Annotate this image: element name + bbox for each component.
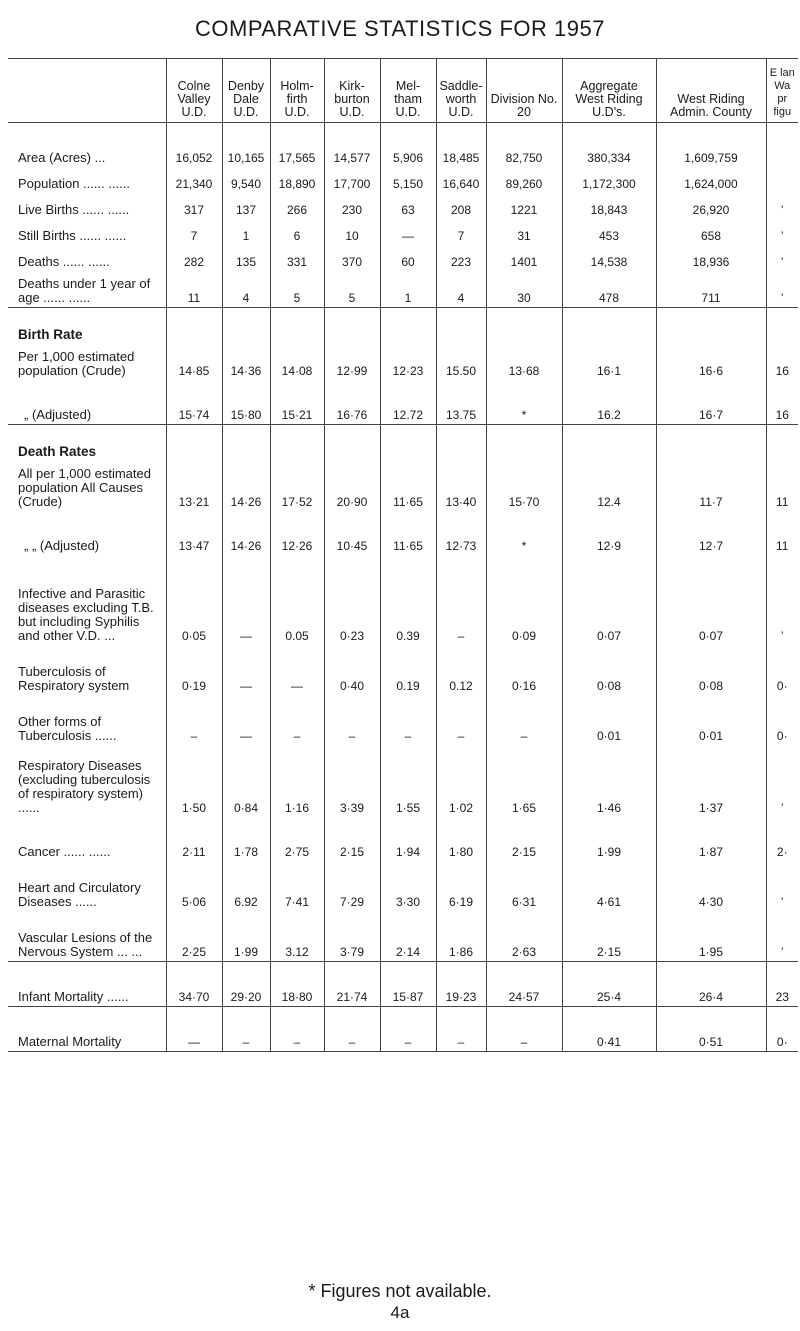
column-header: E lan Wa pr figu xyxy=(766,59,798,123)
table-cell xyxy=(222,425,270,462)
table-cell: — xyxy=(166,1007,222,1052)
table-cell xyxy=(656,425,766,462)
row-label: Deaths ...... ...... xyxy=(18,254,110,269)
column-header: Holm-firth U.D. xyxy=(270,59,324,123)
table-cell: 16.2 xyxy=(562,380,656,425)
table-cell: 0.39 xyxy=(380,555,436,645)
table-row xyxy=(8,861,798,911)
row-label: Other forms of Tuberculosis ...... xyxy=(18,714,117,743)
table-cell: ’ xyxy=(766,271,798,308)
table-cell: 16 xyxy=(766,344,798,380)
table-cell: 4·61 xyxy=(562,861,656,911)
table-cell: 29·20 xyxy=(222,962,270,1007)
table-cell: 11 xyxy=(766,511,798,555)
table-cell: ’ xyxy=(766,861,798,911)
table-cell xyxy=(766,308,798,345)
table-row xyxy=(8,962,798,1007)
table-cell: 12.4 xyxy=(562,461,656,511)
table-cell: 1 xyxy=(222,219,270,245)
table-cell xyxy=(380,425,436,462)
table-cell xyxy=(324,308,380,345)
table-cell: 14·26 xyxy=(222,511,270,555)
table-cell: 711 xyxy=(656,271,766,308)
table-cell: 0.19 xyxy=(380,645,436,695)
table-cell: 18,843 xyxy=(562,193,656,219)
table-cell: 0·51 xyxy=(656,1007,766,1052)
table-cell: 370 xyxy=(324,245,380,271)
table-cell: 380,334 xyxy=(562,123,656,168)
table-cell: 18·80 xyxy=(270,962,324,1007)
column-header: Aggregate West Riding U.D's. xyxy=(562,59,656,123)
table-cell: 34·70 xyxy=(166,962,222,1007)
table-row xyxy=(8,245,798,271)
table-cell: 14·08 xyxy=(270,344,324,380)
table-cell: 1·46 xyxy=(562,745,656,817)
table-cell: 266 xyxy=(270,193,324,219)
table-row xyxy=(8,344,798,380)
statistics-table xyxy=(8,58,798,1052)
table-cell: 18,485 xyxy=(436,123,486,168)
table-cell: 0·40 xyxy=(324,645,380,695)
table-cell: 282 xyxy=(166,245,222,271)
table-cell: 15·74 xyxy=(166,380,222,425)
table-cell: ’ xyxy=(766,193,798,219)
table-row xyxy=(8,193,798,219)
table-cell: 0·16 xyxy=(486,645,562,695)
table-cell: 24·57 xyxy=(486,962,562,1007)
table-cell: – xyxy=(486,695,562,745)
table-cell: 0·41 xyxy=(562,1007,656,1052)
table-row xyxy=(8,380,798,425)
table-cell xyxy=(656,308,766,345)
table-cell: 15·80 xyxy=(222,380,270,425)
table-cell: – xyxy=(270,695,324,745)
table-cell: 3·39 xyxy=(324,745,380,817)
table-cell: 5 xyxy=(324,271,380,308)
table-cell: 0·09 xyxy=(486,555,562,645)
column-header: Denby Dale U.D. xyxy=(222,59,270,123)
row-label: Vascular Lesions of the Nervous System ... ... xyxy=(8,911,166,962)
table-cell: – xyxy=(222,1007,270,1052)
table-cell: – xyxy=(324,695,380,745)
row-label: Live Births ...... ...... xyxy=(18,202,130,217)
table-cell: – xyxy=(270,1007,324,1052)
table-cell: – xyxy=(436,555,486,645)
table-cell: 7·29 xyxy=(324,861,380,911)
table-cell: 0·23 xyxy=(324,555,380,645)
table-cell: 1·02 xyxy=(436,745,486,817)
table-cell: 26·4 xyxy=(656,962,766,1007)
row-label: Population ...... ...... xyxy=(18,176,131,191)
row-label: Deaths under 1 year of age ...... ...... xyxy=(8,271,166,308)
table-cell: 1221 xyxy=(486,193,562,219)
page-number: 4a xyxy=(390,1303,410,1322)
table-cell: 25·4 xyxy=(562,962,656,1007)
table-cell: 0·05 xyxy=(166,555,222,645)
table-cell: 2·15 xyxy=(486,817,562,861)
table-cell: 21·74 xyxy=(324,962,380,1007)
table-cell: 0· xyxy=(766,1007,798,1052)
table-cell: 13·47 xyxy=(166,511,222,555)
table-cell: – xyxy=(380,695,436,745)
table-cell: – xyxy=(166,695,222,745)
table-cell xyxy=(324,425,380,462)
page-title: COMPARATIVE STATISTICS FOR 1957 xyxy=(195,16,605,41)
table-cell: 13·40 xyxy=(436,461,486,511)
column-header: Saddle-worth U.D. xyxy=(436,59,486,123)
table-cell: 223 xyxy=(436,245,486,271)
table-cell: 0·08 xyxy=(656,645,766,695)
row-label: Cancer ...... ...... xyxy=(18,844,111,859)
table-cell: 7 xyxy=(436,219,486,245)
table-cell: 1,624,000 xyxy=(656,167,766,193)
table-cell: 4 xyxy=(222,271,270,308)
table-cell: — xyxy=(222,645,270,695)
table-cell: 137 xyxy=(222,193,270,219)
table-cell: 658 xyxy=(656,219,766,245)
table-cell: 82,750 xyxy=(486,123,562,168)
column-header: Colne Valley U.D. xyxy=(166,59,222,123)
table-cell: 3·79 xyxy=(324,911,380,962)
table-cell: 16·1 xyxy=(562,344,656,380)
row-label: All per 1,000 estimated population All Causes (Crude) xyxy=(18,466,151,509)
table-cell: 15.50 xyxy=(436,344,486,380)
table-cell: 5,150 xyxy=(380,167,436,193)
table-cell: — xyxy=(222,555,270,645)
table-cell: 2·11 xyxy=(166,817,222,861)
table-cell xyxy=(486,425,562,462)
table-cell: – xyxy=(486,1007,562,1052)
table-cell: 13·68 xyxy=(486,344,562,380)
section-heading: Birth Rate xyxy=(18,327,83,342)
table-cell: 11 xyxy=(766,461,798,511)
table-cell: 1·95 xyxy=(656,911,766,962)
table-cell: ’ xyxy=(766,245,798,271)
table-row xyxy=(8,817,798,861)
table-row xyxy=(8,695,798,745)
table-cell: 5,906 xyxy=(380,123,436,168)
table-cell xyxy=(436,308,486,345)
table-cell: 1·86 xyxy=(436,911,486,962)
table-cell: 4·30 xyxy=(656,861,766,911)
table-cell: 13.75 xyxy=(436,380,486,425)
table-cell: 1·99 xyxy=(222,911,270,962)
table-cell: 3.12 xyxy=(270,911,324,962)
section-heading-row xyxy=(8,425,798,462)
table-cell: 2·75 xyxy=(270,817,324,861)
table-cell: 4 xyxy=(436,271,486,308)
row-label: „ „ (Adjusted) xyxy=(24,538,100,553)
table-cell: 0· xyxy=(766,695,798,745)
table-cell xyxy=(222,308,270,345)
table-cell: * xyxy=(486,380,562,425)
table-cell: 2·25 xyxy=(166,911,222,962)
table-cell: 11·65 xyxy=(380,511,436,555)
row-label: Tuberculosis of Respiratory system xyxy=(18,664,130,693)
table-cell: — xyxy=(270,645,324,695)
row-label: Infective and Parasitic diseases excluding T.B. but including Syphilis and other V.D. ... xyxy=(18,586,154,643)
table-cell: 1·94 xyxy=(380,817,436,861)
table-cell: 10,165 xyxy=(222,123,270,168)
table-cell xyxy=(166,308,222,345)
table-row xyxy=(8,1007,798,1052)
table-cell: – xyxy=(436,1007,486,1052)
table-cell: 60 xyxy=(380,245,436,271)
table-cell: 17·52 xyxy=(270,461,324,511)
table-cell: 23 xyxy=(766,962,798,1007)
table-cell: 7 xyxy=(166,219,222,245)
table-cell: 1·50 xyxy=(166,745,222,817)
table-cell: 10·45 xyxy=(324,511,380,555)
table-cell: 230 xyxy=(324,193,380,219)
column-header: Mel-tham U.D. xyxy=(380,59,436,123)
table-cell: 20·90 xyxy=(324,461,380,511)
table-row xyxy=(8,123,798,168)
table-cell: 11 xyxy=(166,271,222,308)
table-cell: 16·76 xyxy=(324,380,380,425)
table-cell: 9,540 xyxy=(222,167,270,193)
table-cell: – xyxy=(436,695,486,745)
table-cell xyxy=(270,308,324,345)
row-label: Heart and Circulatory Diseases ...... xyxy=(18,880,141,909)
table-cell: 5 xyxy=(270,271,324,308)
table-cell: 1,172,300 xyxy=(562,167,656,193)
table-cell: 89,260 xyxy=(486,167,562,193)
section-heading: Death Rates xyxy=(18,444,97,459)
row-label: Per 1,000 estimated population (Crude) xyxy=(18,349,135,378)
table-cell: 1·37 xyxy=(656,745,766,817)
header-row xyxy=(8,59,798,123)
column-header: West Riding Admin. County xyxy=(656,59,766,123)
table-cell: 317 xyxy=(166,193,222,219)
table-cell: – xyxy=(380,1007,436,1052)
table-cell: 1·99 xyxy=(562,817,656,861)
table-row xyxy=(8,219,798,245)
table-cell: 16 xyxy=(766,380,798,425)
table-cell: 31 xyxy=(486,219,562,245)
table-cell: 1·87 xyxy=(656,817,766,861)
table-cell: * xyxy=(486,511,562,555)
table-cell xyxy=(562,308,656,345)
table-cell: 6·31 xyxy=(486,861,562,911)
table-cell: ’ xyxy=(766,219,798,245)
table-row xyxy=(8,911,798,962)
table-cell: 21,340 xyxy=(166,167,222,193)
table-cell: 12.72 xyxy=(380,380,436,425)
table-cell: 331 xyxy=(270,245,324,271)
table-cell: 135 xyxy=(222,245,270,271)
table-cell: 12·23 xyxy=(380,344,436,380)
table-cell: 12·73 xyxy=(436,511,486,555)
table-cell xyxy=(436,425,486,462)
table-cell xyxy=(486,308,562,345)
table-cell: 0·07 xyxy=(656,555,766,645)
table-cell: 1·65 xyxy=(486,745,562,817)
table-cell: 6·19 xyxy=(436,861,486,911)
table-row xyxy=(8,271,798,308)
table-cell: 15·21 xyxy=(270,380,324,425)
table-cell: 10 xyxy=(324,219,380,245)
table-cell: 2·15 xyxy=(562,911,656,962)
table-row xyxy=(8,645,798,695)
row-label: Respiratory Diseases (excluding tuberculosis of respiratory system) ...... xyxy=(18,758,151,815)
table-cell: 15·87 xyxy=(380,962,436,1007)
table-cell xyxy=(562,425,656,462)
table-cell: — xyxy=(380,219,436,245)
table-cell xyxy=(766,167,798,193)
table-cell: 63 xyxy=(380,193,436,219)
column-header: Division No. 20 xyxy=(486,59,562,123)
table-cell: 5·06 xyxy=(166,861,222,911)
table-cell: — xyxy=(222,695,270,745)
table-cell: 17,700 xyxy=(324,167,380,193)
table-cell xyxy=(766,123,798,168)
table-cell: 19·23 xyxy=(436,962,486,1007)
table-cell: 16·7 xyxy=(656,380,766,425)
table-cell xyxy=(166,425,222,462)
table-cell: 2·14 xyxy=(380,911,436,962)
table-cell: 0.05 xyxy=(270,555,324,645)
table-row xyxy=(8,461,798,511)
table-cell: 15·70 xyxy=(486,461,562,511)
column-header: Kirk-burton U.D. xyxy=(324,59,380,123)
table-cell: 1·16 xyxy=(270,745,324,817)
table-cell: 14·85 xyxy=(166,344,222,380)
table-cell: 14,538 xyxy=(562,245,656,271)
table-cell: ’ xyxy=(766,911,798,962)
table-cell: 3·30 xyxy=(380,861,436,911)
table-cell: 14,577 xyxy=(324,123,380,168)
table-cell: 1 xyxy=(380,271,436,308)
table-cell xyxy=(380,308,436,345)
table-cell: 7·41 xyxy=(270,861,324,911)
table-cell: 0·07 xyxy=(562,555,656,645)
table-cell: ’ xyxy=(766,745,798,817)
table-cell: 0.12 xyxy=(436,645,486,695)
table-cell: 1·55 xyxy=(380,745,436,817)
table-row xyxy=(8,167,798,193)
row-label: Still Births ...... ...... xyxy=(18,228,127,243)
table-cell: 2·15 xyxy=(324,817,380,861)
table-cell: 12·26 xyxy=(270,511,324,555)
table-cell: 1·78 xyxy=(222,817,270,861)
table-cell: 0·01 xyxy=(562,695,656,745)
section-heading-row xyxy=(8,308,798,345)
table-cell: 14·26 xyxy=(222,461,270,511)
table-cell: 11·7 xyxy=(656,461,766,511)
table-cell: 16·6 xyxy=(656,344,766,380)
table-cell: 208 xyxy=(436,193,486,219)
table-cell: 18,936 xyxy=(656,245,766,271)
table-cell: 1401 xyxy=(486,245,562,271)
table-cell: – xyxy=(324,1007,380,1052)
table-cell: ’ xyxy=(766,555,798,645)
table-cell: 12·7 xyxy=(656,511,766,555)
table-cell: 0·01 xyxy=(656,695,766,745)
table-cell: 0· xyxy=(766,645,798,695)
table-cell: 11·65 xyxy=(380,461,436,511)
table-cell: 0·08 xyxy=(562,645,656,695)
table-row xyxy=(8,745,798,817)
table-cell: 17,565 xyxy=(270,123,324,168)
column-header xyxy=(8,59,166,123)
table-cell: 478 xyxy=(562,271,656,308)
table-cell: 30 xyxy=(486,271,562,308)
table-cell: 1,609,759 xyxy=(656,123,766,168)
table-cell: 12·9 xyxy=(562,511,656,555)
table-cell: 2·63 xyxy=(486,911,562,962)
table-cell: 453 xyxy=(562,219,656,245)
table-cell: 0·84 xyxy=(222,745,270,817)
table-cell: 16,640 xyxy=(436,167,486,193)
table-cell: 18,890 xyxy=(270,167,324,193)
row-label: Infant Mortality ...... xyxy=(8,962,166,1007)
table-row xyxy=(8,511,798,555)
table-cell: 26,920 xyxy=(656,193,766,219)
table-cell: 2· xyxy=(766,817,798,861)
table-cell: 16,052 xyxy=(166,123,222,168)
table-cell xyxy=(766,425,798,462)
table-row xyxy=(8,555,798,645)
table-cell: 12·99 xyxy=(324,344,380,380)
row-label: Maternal Mortality xyxy=(8,1007,166,1052)
row-label: „ (Adjusted) xyxy=(8,380,166,425)
table-cell: 14·36 xyxy=(222,344,270,380)
row-label: Area (Acres) ... xyxy=(18,150,106,165)
table-cell: 0·19 xyxy=(166,645,222,695)
table-cell: 6.92 xyxy=(222,861,270,911)
table-cell: 6 xyxy=(270,219,324,245)
footnote: * Figures not available. xyxy=(308,1281,492,1301)
table-cell xyxy=(270,425,324,462)
table-cell: 13·21 xyxy=(166,461,222,511)
table-cell: 1·80 xyxy=(436,817,486,861)
